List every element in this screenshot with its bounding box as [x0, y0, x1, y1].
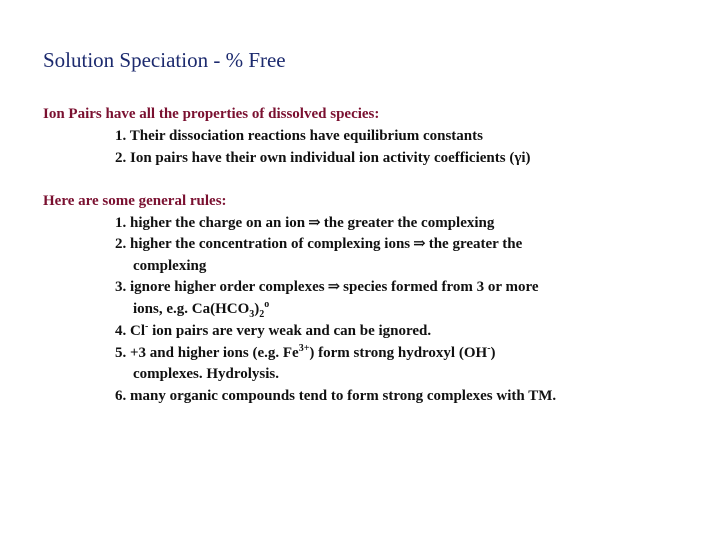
rule-2: 2. higher the concentration of complexing ions ⇒ the greater the [115, 234, 522, 255]
ion-pairs-heading: Ion Pairs have all the properties of dissolved species: [43, 106, 380, 122]
rules-heading: Here are some general rules: [43, 193, 227, 209]
ion-pairs-item-2: 2. Ion pairs have their own individual ion activity coefficients (γi) [115, 150, 531, 166]
rule-5: 5. +3 and higher ions (e.g. $Fe^{3+}$) form strong hydroxyl (OH-) [115, 343, 496, 361]
rule-2-continued: complexing [133, 258, 207, 274]
rule-6: 6. many organic compounds tend to form strong complexes with TM. [115, 388, 557, 404]
rule-5-continued: complexes. Hydrolysis. [133, 366, 279, 382]
implies-arrow-icon: ⇒ [413, 236, 426, 252]
implies-arrow-icon: ⇒ [308, 215, 321, 231]
implies-arrow-icon: ⇒ [327, 279, 341, 295]
ion-pairs-item-1: 1. Their dissociation reactions have equilibrium constants [115, 128, 483, 144]
rule-4: 4. Cl- ion pairs are very weak and can be ignored. [115, 321, 432, 339]
rule-3: 3. ignore higher order complexes ⇒ species formed from 3 or more [115, 277, 539, 298]
rule-3-continued: ions, e.g. $Ca(HCO_3)_2^o$ [133, 299, 270, 320]
slide-title: Solution Speciation - % Free [43, 48, 286, 72]
gamma-symbol: γ [514, 150, 522, 166]
rule-1: 1. higher the charge on an ion ⇒ the greater the complexing [115, 213, 494, 234]
